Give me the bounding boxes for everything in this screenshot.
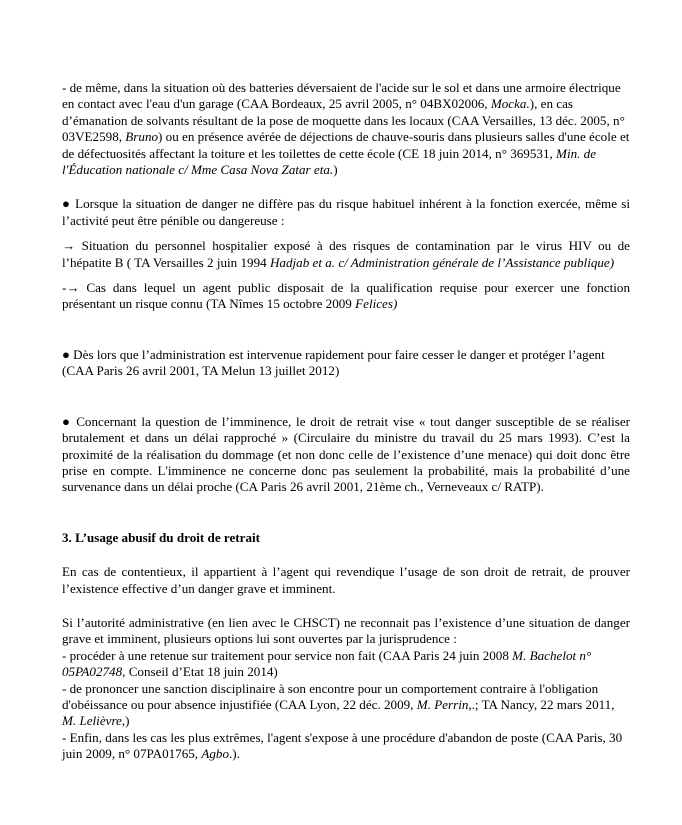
paragraph-burden-of-proof: En cas de contentieux, il appartient à l’agent qui revendique l’usage de son droit de retrait, de prouver l’existence effective d’un danger grave et imminent. — [62, 564, 630, 596]
list-item-salary-deduction: - procéder à une retenue sur traitement pour service non fait (CAA Paris 24 juin 2008 M. Bachelot n° 05PA02748, Conseil d’Etat 18 juin 2014) — [62, 647, 592, 680]
paragraph-jurisprudence-examples: - de même, dans la situation où des batteries déversaient de l'acide sur le sol et dans une armoire électrique en contact avec l'eau d'un garage (CAA Bordeaux, 25 avril 2005, n° 04BX02006, Mocka.), en cas d’émanation de solvants résultant de la pose de moquette dans les locaux (CAA Versailles, 13 déc. 2005, n° 03VE2598, Bruno) ou en présence avérée de déjections de chauve-souris dans plusieurs salles d'une école et de défectuosités affectant la toiture et les toilettes de cette école (CE 18 juin 2014, n° 369531, Min. de l'Éducation nationale c/ Mme Casa Nova Zatar eta.) — [62, 80, 630, 178]
arrow-item-hospital-staff: → Situation du personnel hospitalier exposé à des risques de contamination par le virus HIV ou de l’hépatite B ( TA Versailles 2 juin 1994 Hadjab et a. c/ Administration générale de l’Assistance publique) — [62, 238, 630, 270]
paragraph-administrative-options: Si l’autorité administrative (en lien avec le CHSCT) ne reconnait pas l’existence d’une situation de danger grave et imminent, plusieurs options lui sont ouvertes par la jurisprudence : — [62, 614, 630, 647]
list-item-job-abandonment: - Enfin, dans les cas les plus extrêmes, l'agent s'expose à une procédure d'abandon de poste (CAA Paris, 30 juin 2009, n° 07PA01765, Agbo.). — [62, 729, 623, 762]
list-item-disciplinary-sanction: - de prononcer une sanction disciplinaire à son encontre pour un comportement contraire à l'obligation d'obéissance ou pour absence injustifiée (CAA Lyon, 22 déc. 2009, M. Perrin,.; TA Nancy, 22 mars 2011, M. Lelièvre,) — [62, 680, 615, 729]
bullet-administration-intervened: ● Dès lors que l’administration est intervenue rapidement pour faire cesser le danger et protéger l’agent (CAA Paris 26 avril 2001, TA Melun 13 juillet 2012) — [62, 346, 605, 379]
bullet-imminence: ● Concernant la question de l’imminence, le droit de retrait vise « tout danger susceptible de se réaliser brutalement et dans un délai rapproché » (Circulaire du ministre du travail du 25 mars 1993). C’est la proximité de la réalisation du dommage (et non donc celle de l’existence d’une menace) qui doit donc être prise en compte. L'imminence ne concerne donc pas seulement la probabilité, mais la probabilité d’une survenance dans un délai proche (CA Paris 26 avril 2001, 21ème ch., Verneveaux c/ RATP). — [62, 413, 630, 495]
arrow-item-qualified-agent: -→ Cas dans lequel un agent public disposait de la qualification requise pour exercer une fonction présentant un risque connu (TA Nîmes 15 octobre 2009 Felices) — [62, 280, 630, 312]
bullet-habitual-risk: ● Lorsque la situation de danger ne diffère pas du risque habituel inhérent à la fonction exercée, même si l’activité peut être pénible ou dangereuse : — [62, 196, 630, 228]
section-heading: 3. L’usage abusif du droit de retrait — [62, 529, 261, 545]
document-page — [62, 80, 630, 763]
